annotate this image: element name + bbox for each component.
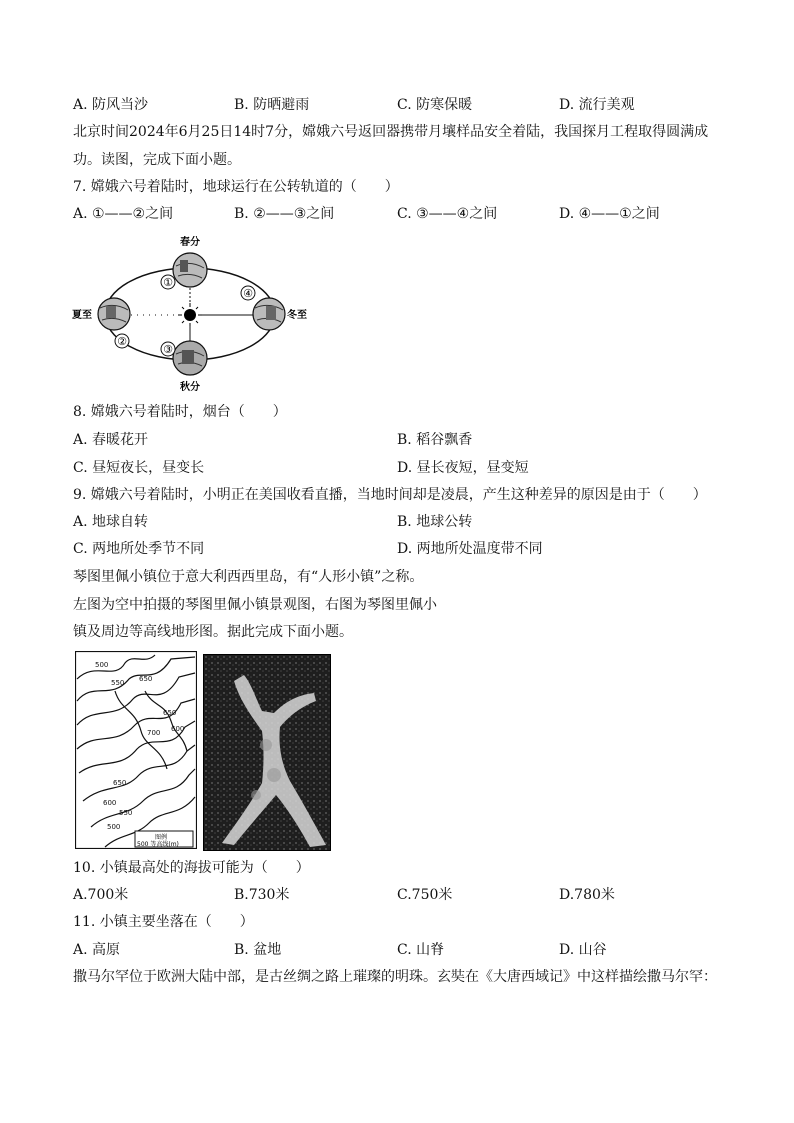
contour-label: 700 bbox=[147, 729, 161, 737]
q9-option-d: D. 两地所处温度带不同 bbox=[397, 541, 543, 557]
q8-option-c: C. 昼短夜长，昼变长 bbox=[73, 460, 205, 476]
contour-map bbox=[75, 651, 197, 849]
orbit-marker-2: ② bbox=[117, 335, 127, 348]
orbit-marker-4: ④ bbox=[243, 287, 253, 300]
aerial-town-photo bbox=[203, 654, 331, 851]
q11-option-b: B. 盆地 bbox=[234, 942, 282, 958]
q9-option-b: B. 地球公转 bbox=[397, 514, 473, 530]
intro-town-line2: 左图为空中拍摄的琴图里佩小镇景观图，右图为琴图里佩小 bbox=[73, 597, 437, 613]
intro-town-line3: 镇及周边等高线地形图。据此完成下面小题。 bbox=[73, 624, 353, 640]
q7-option-c: C. ③——④之间 bbox=[397, 206, 498, 222]
q9-option-c: C. 两地所处季节不同 bbox=[73, 541, 205, 557]
q7-option-b: B. ②——③之间 bbox=[234, 206, 335, 222]
q7-option-d: D. ④——①之间 bbox=[559, 206, 660, 222]
contour-label: 650 bbox=[163, 709, 177, 717]
question-8: 8. 嫦娥六号着陆时，烟台（ ） bbox=[73, 404, 287, 420]
label-spring-equinox: 春分 bbox=[180, 237, 200, 248]
earth-autumn-icon bbox=[173, 341, 207, 375]
question-10: 10. 小镇最高处的海拔可能为（ ） bbox=[73, 860, 310, 876]
intro-change6-line2: 功。读图，完成下面小题。 bbox=[73, 152, 241, 168]
q11-option-c: C. 山脊 bbox=[397, 942, 445, 958]
question-9: 9. 嫦娥六号着陆时，小明正在美国收看直播，当地时间却是凌晨，产生这种差异的原因是由于（ ） bbox=[73, 487, 707, 503]
legend-text: 500 等高线(m) bbox=[137, 841, 179, 848]
intro-change6-line1: 北京时间2024年6月25日14时7分，嫦娥六号返回器携带月壤样品安全着陆，我国探月工程取得圆满成 bbox=[73, 124, 709, 140]
q6-option-a: A. 防风当沙 bbox=[73, 97, 149, 113]
question-7: 7. 嫦娥六号着陆时，地球运行在公转轨道的（ ） bbox=[73, 179, 399, 195]
contour-label: 550 bbox=[119, 809, 133, 817]
q9-option-a: A. 地球自转 bbox=[73, 514, 149, 530]
earth-summer-icon bbox=[98, 298, 130, 330]
q11-option-d: D. 山谷 bbox=[559, 942, 607, 958]
earth-spring-icon bbox=[173, 253, 207, 287]
orbit-marker-1: ① bbox=[163, 276, 173, 289]
q6-option-c: C. 防寒保暖 bbox=[397, 97, 473, 113]
label-autumn-equinox: 秋分 bbox=[180, 382, 200, 393]
intro-town-line1: 琴图里佩小镇位于意大利西西里岛，有“人形小镇”之称。 bbox=[73, 569, 424, 585]
orbit-diagram bbox=[70, 236, 320, 396]
question-11: 11. 小镇主要坐落在（ ） bbox=[73, 914, 254, 930]
q7-option-a: A. ①——②之间 bbox=[73, 206, 174, 222]
q11-option-a: A. 高原 bbox=[73, 942, 121, 958]
contour-label: 550 bbox=[111, 679, 125, 687]
orbit-marker-3: ③ bbox=[163, 343, 173, 356]
contour-label: 650 bbox=[113, 779, 127, 787]
q10-option-b: B.730米 bbox=[234, 887, 290, 903]
contour-label: 600 bbox=[171, 725, 185, 733]
q10-option-d: D.780米 bbox=[559, 887, 615, 903]
q10-option-c: C.750米 bbox=[397, 887, 453, 903]
q8-option-b: B. 稻谷飘香 bbox=[397, 432, 473, 448]
q6-option-b: B. 防晒避雨 bbox=[234, 97, 310, 113]
sun-icon bbox=[184, 309, 196, 321]
q8-option-d: D. 昼长夜短，昼变短 bbox=[397, 460, 529, 476]
q10-option-a: A.700米 bbox=[73, 887, 129, 903]
legend-title: 图例 bbox=[155, 834, 168, 841]
contour-label: 500 bbox=[95, 661, 109, 669]
label-winter-solstice: 冬至 bbox=[287, 310, 307, 321]
q8-option-a: A. 春暖花开 bbox=[73, 432, 149, 448]
contour-label: 650 bbox=[139, 675, 153, 683]
label-summer-solstice: 夏至 bbox=[72, 310, 92, 321]
contour-label: 500 bbox=[107, 823, 121, 831]
q6-option-d: D. 流行美观 bbox=[559, 97, 635, 113]
contour-label: 600 bbox=[103, 799, 117, 807]
intro-samarkand: 撒马尔罕位于欧洲大陆中部，是古丝绸之路上璀璨的明珠。玄奘在《大唐西域记》中这样描绘撒马尔罕： bbox=[73, 969, 717, 985]
earth-winter-icon bbox=[253, 298, 285, 330]
